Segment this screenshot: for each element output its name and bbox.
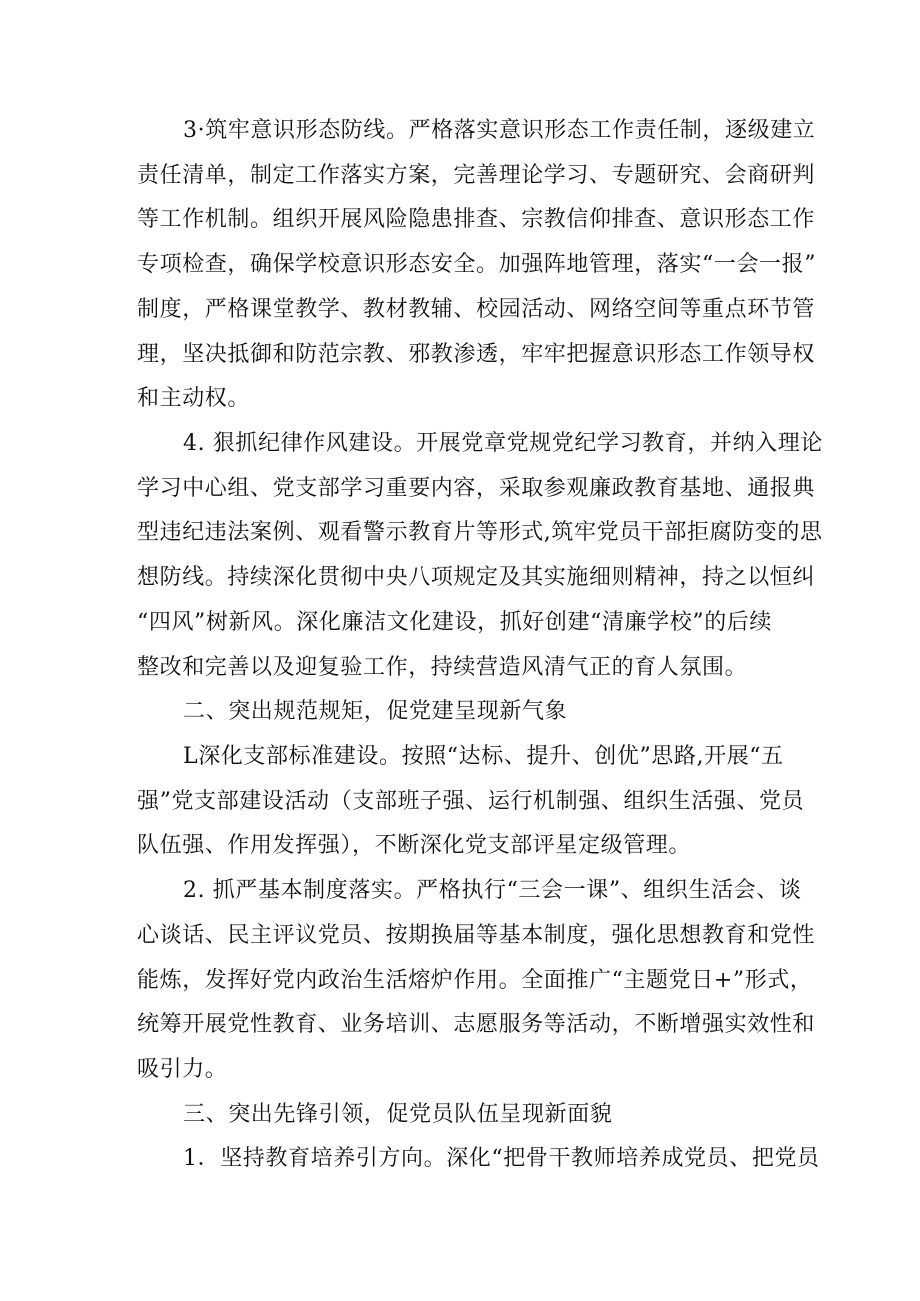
line-20: 能炼，发挥好党内政治生活熔炉作用。全面推广“主题党日+”形式， xyxy=(137,968,813,993)
line-22: 吸引力。 xyxy=(137,1057,228,1082)
line-19: 心谈话、民主评议党员、按期换届等基本制度，强化思想教育和党性 xyxy=(137,923,816,948)
line-05: 制度，严格课堂教学、教材教辅、校园活动、网络空间等重点环节管 xyxy=(137,297,816,322)
section-heading-2: 二、突出规范规矩，促党建呈现新气象 xyxy=(183,699,568,724)
line-16: 强”党支部建设活动（支部班子强、运行机制强、组织生活强、党员 xyxy=(137,789,805,814)
line-21: 统筹开展党性教育、业务培训、志愿服务等活动，不断增强实效性和 xyxy=(137,1012,816,1037)
line-08: 4. 狠抓纪律作风建设。开展党章党规党纪学习教育，并纳入理论 xyxy=(183,431,823,456)
line-15: L深化支部标准建设。按照“达标、提升、创优”思路,开展“五 xyxy=(183,744,784,769)
line-13: 整改和完善以及迎复验工作，持续营造风清气正的育人氛围。 xyxy=(137,655,748,680)
line-18: 2. 抓严基本制度落实。严格执行“三会一课”、组织生活会、谈 xyxy=(183,878,802,903)
line-04: 专项检查，确保学校意识形态安全。加强阵地管理，落实“一会一报” xyxy=(137,252,817,277)
line-03: 等工作机制。组织开展风险隐患排查、宗教信仰排查、意识形态工作 xyxy=(137,207,816,232)
section-heading-3: 三、突出先锋引领，促党员队伍呈现新面貌 xyxy=(183,1102,613,1127)
line-12: “四风”树新风。深化廉洁文化建设，抓好创建“清廉学校”的后续 xyxy=(137,610,772,635)
line-01: 3·筑牢意识形态防线。严格落实意识形态工作责任制，逐级建立 xyxy=(183,118,816,143)
line-02: 责任清单，制定工作落实方案，完善理论学习、专题研究、会商研判 xyxy=(137,163,816,188)
line-11: 想防线。持续深化贯彻中央八项规定及其实施细则精神，持之以恒纠 xyxy=(137,565,816,590)
line-24: 1．坚持教育培养引方向。深化“把骨干教师培养成党员、把党员 xyxy=(183,1146,820,1171)
line-10: 型违纪违法案例、观看警示教育片等形式,筑牢党员干部拒腐防变的思 xyxy=(137,520,823,545)
line-06: 理，坚决抵御和防范宗教、邪教渗透，牢牢把握意识形态工作领导权 xyxy=(137,342,816,367)
line-07: 和主动权。 xyxy=(137,386,251,411)
line-17: 队伍强、作用发挥强），不断深化党支部评星定级管理。 xyxy=(137,833,692,858)
line-09: 学习中心组、党支部学习重要内容，采取参观廉政教育基地、通报典 xyxy=(137,476,816,501)
